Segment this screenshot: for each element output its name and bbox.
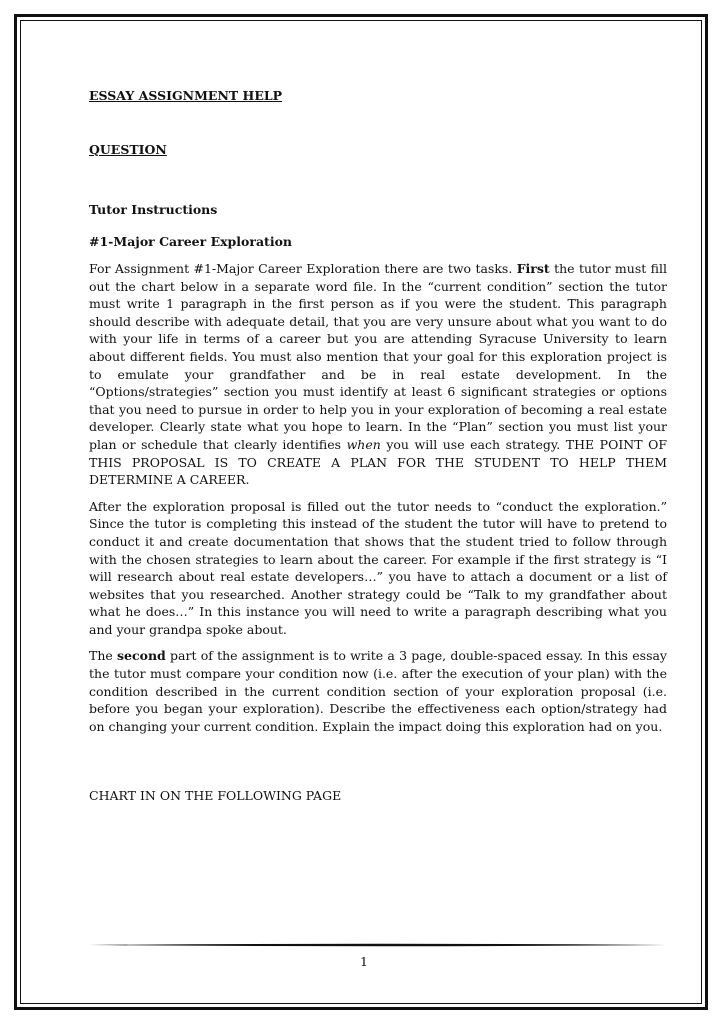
paragraph-instructions — [89, 260, 667, 489]
paragraph-text: the tutor must fill out the chart below in a separate word file. In the “current condition” section the tutor must write 1 paragraph in the first person as if you were the student. This paragraph should describe with adequate detail, that you are very unsure about what you want to do with your life in terms of a career but you are attending Syracuse University to learn about different fields. You must also mention that your goal for this exploration project is to emulate your grandfather and be in real estate development. In the “Options/strategies” section you must identify at least 6 significant strategies or options that you need to pursue in order to help you in your exploration of becoming a real estate developer. Clearly state what you hope to learn. In the “Plan” section you must list your plan or schedule that clearly identifies — [89, 261, 667, 452]
paragraph-text: For Assignment #1-Major Career Exploration there are two tasks. — [89, 261, 517, 276]
tutor-instructions-heading: Tutor Instructions — [89, 202, 218, 217]
emphasis-when: when — [346, 436, 381, 452]
document-title: ESSAY ASSIGNMENT HELP — [89, 88, 283, 103]
question-label: QUESTION — [89, 142, 167, 157]
document-body — [89, 86, 667, 805]
paragraph-text: part of the assignment is to write a 3 page, double-spaced essay. In this essay the tutor must compare your condition now (i.e. after the execution of your plan) with the condition described in the current condition section of your exploration proposal (i.e. before you began your exploration). Describe the effectiveness each option/strategy had on changing your current condition. Explain the impact doing this exploration had on you. — [89, 648, 667, 734]
page-number: 1 — [360, 954, 368, 969]
emphasis-second: second — [117, 648, 166, 664]
assignment-heading: #1-Major Career Exploration — [89, 234, 293, 249]
paragraph-essay — [89, 647, 667, 735]
paragraph-exploration: After the exploration proposal is filled out the tutor needs to “conduct the exploration.” Since the tutor is completing this instead of the student the tutor will have to pretend to conduct it and create documentation that shows that the student tried to follow through with the chosen strategies to learn about the career. For example if the first strategy is “I will research about real estate developers…” you have to attach a document or a list of websites that you researched. Another strategy could be “Talk to my grandfather about what he does…” In this instance you will need to write a paragraph describing what you and your grandpa spoke about. — [89, 498, 667, 637]
footer-divider — [89, 943, 667, 947]
emphasis-first: First — [516, 261, 550, 276]
paragraph-text: The — [89, 648, 118, 664]
chart-note: CHART IN ON THE FOLLOWING PAGE — [89, 788, 342, 804]
paragraph-text: you will use each strategy. THE POINT OF THIS PROPOSAL IS TO CREATE A PLAN FOR THE STUDENT TO HELP THEM DETERMINE A CAREER. — [89, 436, 667, 488]
